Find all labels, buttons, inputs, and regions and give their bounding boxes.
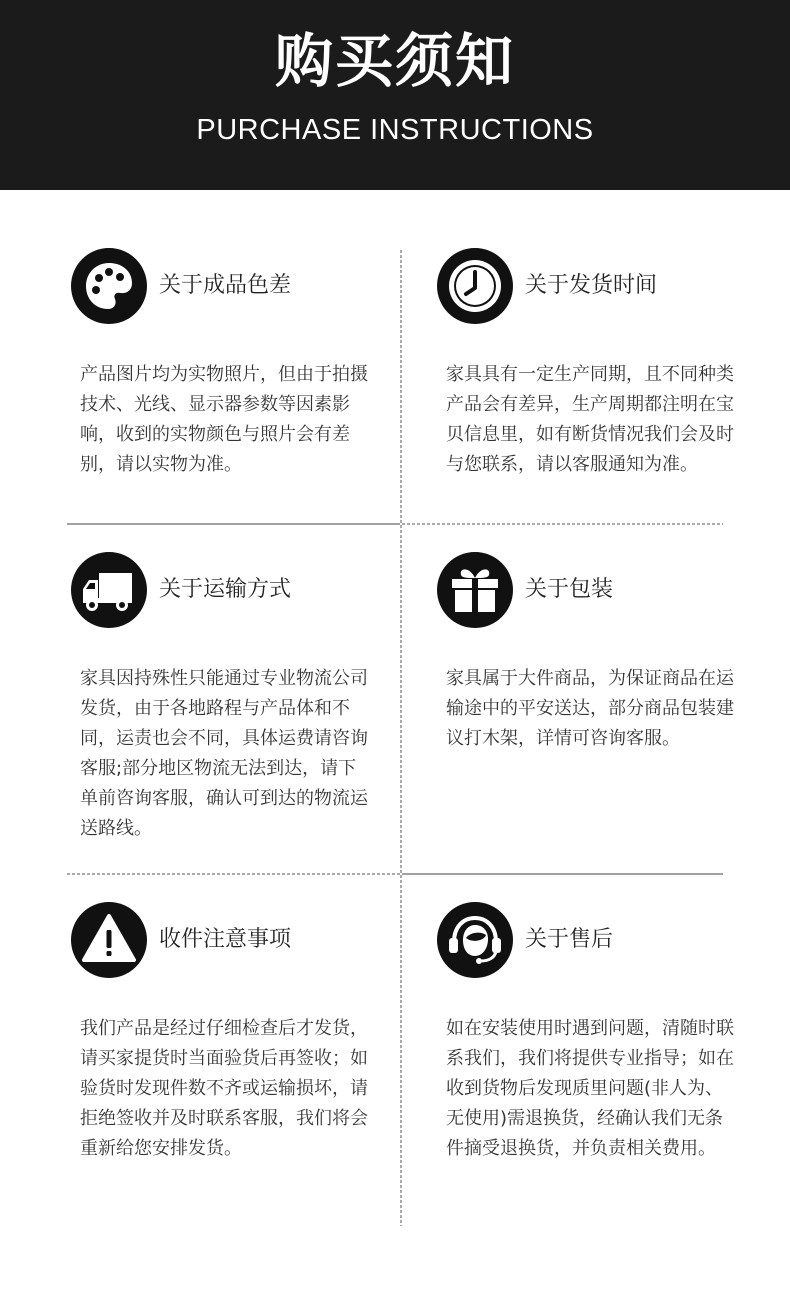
palette-icon — [71, 248, 147, 324]
section-title: 关于运输方式 — [159, 577, 292, 602]
section-title: 关于成品色差 — [159, 273, 292, 298]
warning-icon — [71, 902, 147, 978]
section-title: 关于售后 — [525, 927, 614, 952]
page-header — [0, 0, 790, 190]
section-body: 产品图片均为实物照片，但由于拍摄技术、光线、显示器参数等因素影响，收到的实物颜色与照片会有差别，请以实物为准。 — [80, 364, 368, 475]
section-title: 关于发货时间 — [525, 273, 658, 298]
section-body: 我们产品是经过仔细检查后才发货，请买家提货时当面验货后再签收；如验货时发现件数不齐或运输损坏，请拒绝签收并及时联系客服，我们将会重新给您安排发货。 — [80, 1018, 368, 1159]
truck-icon — [71, 552, 147, 628]
section-body: 家具具有一定生产同期，且不同种类产品会有差异，生产周期都注明在宝贝信息里，如有断货情况我们会及时与您联系，请以客服通知为准。 — [446, 364, 734, 475]
section-title: 收件注意事项 — [159, 927, 292, 952]
section-body: 家具因持殊性只能通过专业物流公司发货，由于各地路程与产品体和不同，运责也会不同，具体运费请咨询客服;部分地区物流无法到达，请下单前咨询客服，确认可到达的物流运送路线。 — [80, 668, 368, 839]
gift-box-icon — [437, 552, 513, 628]
headset-icon — [437, 902, 513, 978]
section-title: 关于包装 — [525, 577, 614, 602]
section-body: 如在安装使用时遇到问题，清随时联系我们，我们将提供专业指导；如在收到货物后发现质里问题(非人为、无使用)需退换货，经确认我们无条件摘受退换货，并负责相关费用。 — [446, 1018, 734, 1159]
clock-icon — [437, 248, 513, 324]
page-title: 购买须知 — [274, 27, 515, 95]
page-subtitle: PURCHASE INSTRUCTIONS — [196, 114, 594, 146]
section-body: 家具属于大件商品，为保证商品在运输途中的平安送达，部分商品包装建议打木架，详情可咨询客服。 — [446, 668, 734, 749]
